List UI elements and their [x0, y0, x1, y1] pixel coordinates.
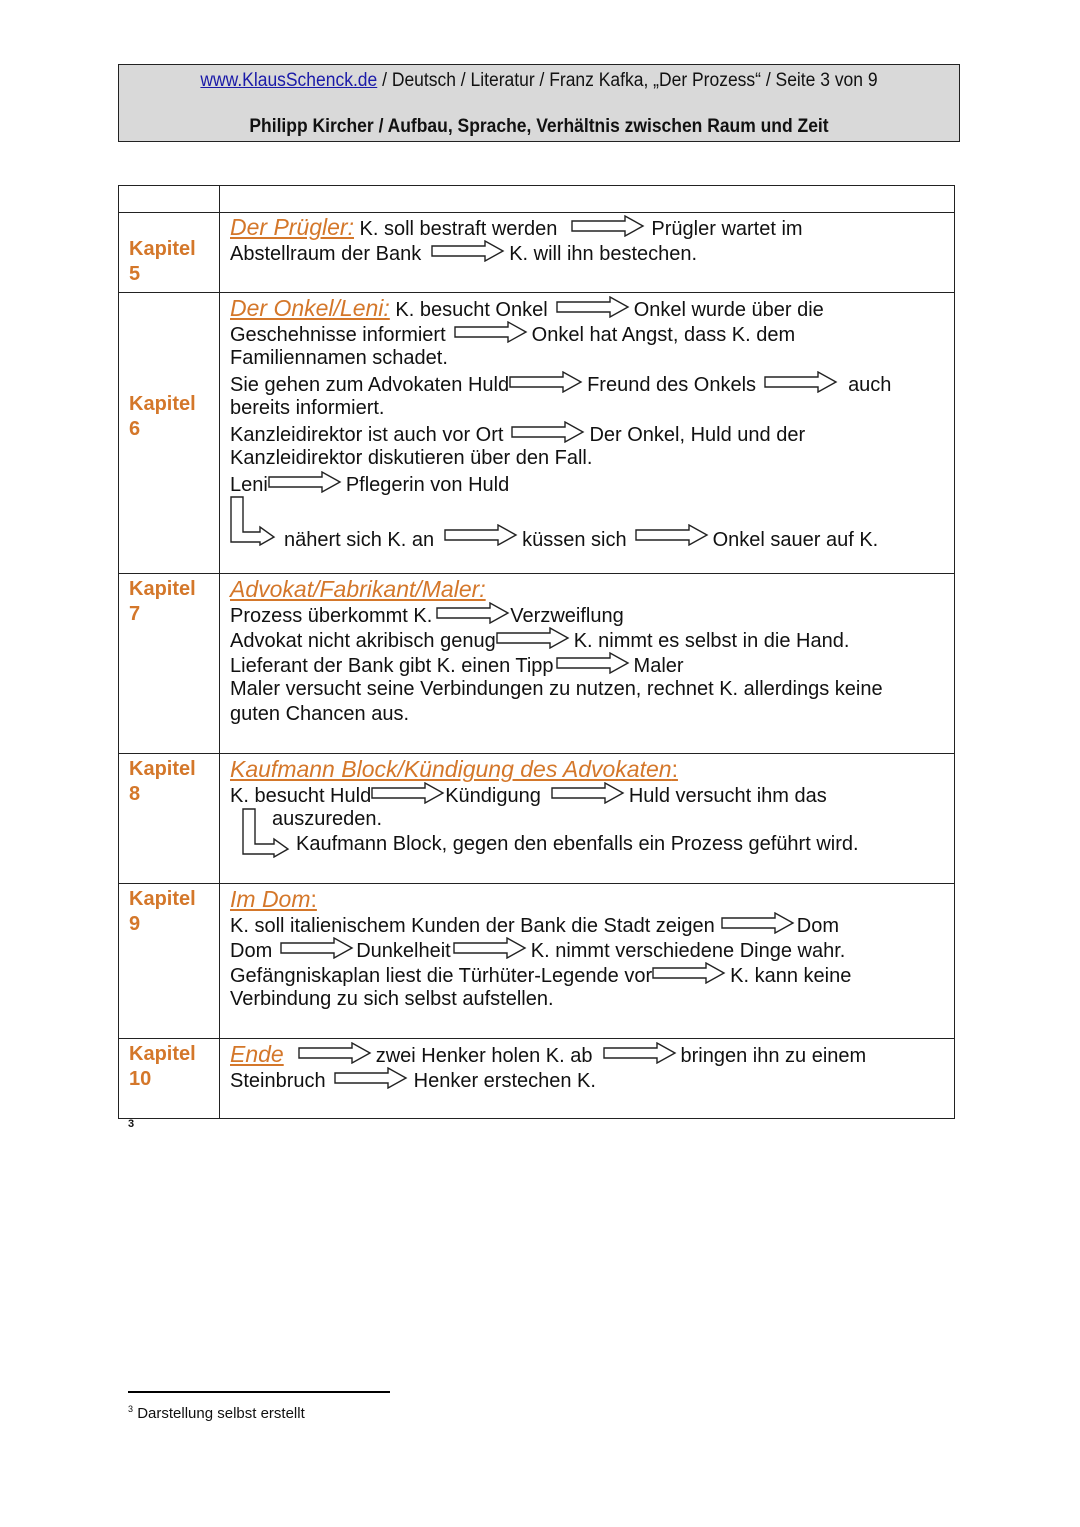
chapter-content: Advokat/Fabrikant/Maler: Prozess überkommt K. Verzweiflung Advokat nicht akribisch genug K. nimmt es selbst in die Hand. Lieferant der Bank gibt K. einen Tipp Maler Maler versucht seine Verbindungen zu nutzen, rechnet K. allerdings keine guten Chancen aus. [220, 574, 955, 754]
table-row [119, 213, 955, 293]
table-row [119, 884, 955, 1039]
chapter-content: Im Dom: K. soll italienischem Kunden der Bank die Stadt zeigen Dom Dom Dunkelheit K. nimmt verschiedene Dinge wahr. Gefängniskaplan liest die Türhüter-Legende vor K. kann keine Verbindung zu sich selbst aufstellen. [220, 884, 955, 1039]
table-row [119, 1039, 955, 1119]
table-header-row [119, 186, 955, 213]
chapter-title: Der Prügler: [230, 214, 354, 240]
footnote-number: 3 [128, 1404, 134, 1414]
right-arrow-icon [454, 321, 528, 350]
empty-header-cell [119, 186, 220, 213]
chapter-title: Advokat/Fabrikant/Maler: [230, 576, 486, 602]
chapter-content: Der Prügler: K. soll bestraft werden Prügler wartet im Abstellraum der Bank K. will ihn bestechen. [220, 213, 955, 293]
footnote [128, 1404, 305, 1422]
corner-arrow-icon [230, 496, 276, 578]
chapter-content: Der Onkel/Leni: K. besucht Onkel Onkel wurde über die Geschehnisse informiert Onkel hat Angst, dass K. dem Familiennamen schadet. Sie gehen zum Advokaten Huld Freund des Onkels auch bereits informiert. Kanzleidirektor ist auch vor Ort Der Onkel, Huld und der Kanzleidirektor diskutieren über den Fall. Leni Pflegerin von Huld nähert sich K. an küssen sich Onkel sauer auf K. [220, 293, 955, 574]
header-line [153, 70, 926, 92]
footnote-separator [128, 1391, 390, 1393]
page-header [118, 64, 960, 142]
chapter-label: Kapitel 6 [119, 293, 220, 574]
chapter-label: Kapitel 7 [119, 574, 220, 754]
right-arrow-icon [371, 782, 445, 811]
chapter-title: Kaufmann Block/Kündigung des Advokaten [230, 756, 672, 782]
right-arrow-icon [431, 240, 505, 269]
chapter-table [118, 185, 955, 1119]
footnote-reference: 3 [128, 1118, 135, 1130]
table-row [119, 293, 955, 574]
chapter-label: Kapitel 5 [119, 213, 220, 293]
empty-header-cell [220, 186, 955, 213]
corner-arrow-icon [242, 808, 292, 865]
right-arrow-icon [603, 1042, 677, 1071]
chapter-label: Kapitel 8 [119, 754, 220, 884]
breadcrumb-path: / Deutsch / Literatur / Franz Kafka, „Der Prozess“ / Seite 3 von 9 [377, 70, 878, 91]
footnote-text: Darstellung selbst erstellt [137, 1405, 305, 1422]
right-arrow-icon [764, 371, 838, 400]
right-arrow-icon [444, 503, 518, 578]
website-link[interactable]: www.KlausSchenck.de [200, 70, 378, 91]
chapter-title: Im Dom [230, 886, 311, 912]
chapter-label: Kapitel 10 [119, 1039, 220, 1119]
chapter-content: Kaufmann Block/Kündigung des Advokaten: K. besucht Huld Kündigung Huld versucht ihm das auszureden. Kaufmann Block, gegen den ebenfalls ein Prozess geführt wird. [220, 754, 955, 884]
right-arrow-icon [652, 962, 726, 991]
table-row [119, 574, 955, 754]
chapter-title: Der Onkel/Leni: [230, 295, 390, 321]
right-arrow-icon [551, 782, 625, 811]
chapter-label: Kapitel 9 [119, 884, 220, 1039]
header-subtitle: Philipp Kircher / Aufbau, Sprache, Verhältnis zwischen Raum und Zeit [249, 116, 829, 137]
chapter-content: Ende zwei Henker holen K. ab bringen ihn zu einem Steinbruch Henker erstechen K. [220, 1039, 955, 1119]
table-row [119, 754, 955, 884]
right-arrow-icon [509, 371, 583, 400]
chapter-title: Ende [230, 1041, 284, 1067]
right-arrow-icon [334, 1067, 408, 1096]
right-arrow-icon [635, 503, 709, 578]
